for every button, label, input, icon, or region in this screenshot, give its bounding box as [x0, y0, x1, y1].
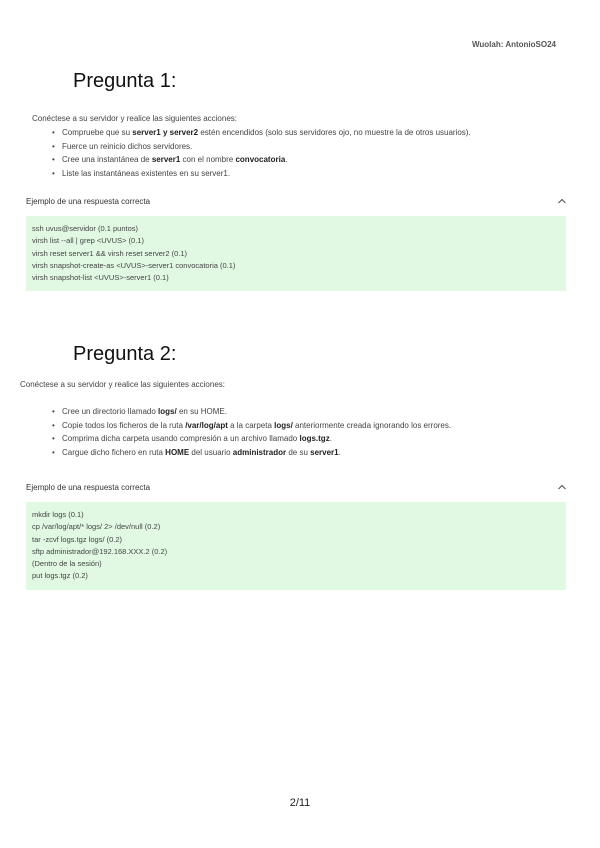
- question-2-answer-box: [26, 502, 566, 590]
- question-1-action-list: [48, 126, 471, 180]
- action-item-text: Copie todos los ficheros de la ruta: [62, 420, 186, 430]
- action-item-text: .: [338, 447, 341, 457]
- answer-line: tar -zcvf logs.tgz logs/ (0.2): [32, 534, 123, 544]
- action-item-text: del usuario: [189, 447, 233, 457]
- action-item-text: Liste las instantáneas existentes en su server1.: [62, 168, 231, 178]
- question-2-intro: Conéctese a su servidor y realice las siguientes acciones:: [20, 380, 225, 389]
- answer-line: virsh snapshot-create-as <UVUS>-server1 convocatoria (0.1): [32, 260, 236, 270]
- answer-line: ssh uvus@servidor (0.1 puntos): [32, 224, 138, 233]
- answer-line: put logs.tgz (0.2): [32, 571, 88, 581]
- action-item-text: con el nombre: [180, 155, 236, 164]
- action-item-text: Fuerce un reinicio dichos servidores.: [62, 141, 193, 151]
- question-1-title: Pregunta 1:: [73, 70, 177, 92]
- action-item: [58, 167, 471, 181]
- page-number: 2/11: [289, 797, 311, 809]
- action-item-text: en su HOME.: [176, 407, 227, 416]
- action-item-text: a la carpeta: [227, 420, 275, 430]
- action-item: [58, 432, 451, 446]
- action-item-text: Cargue dicho fichero en ruta: [62, 447, 166, 457]
- question-1-answer-box: [26, 216, 566, 291]
- answer-line: virsh snapshot-list <UVUS>-server1 (0.1): [32, 273, 169, 283]
- chevron-up-icon[interactable]: [556, 481, 568, 493]
- action-item-text: estén encendidos (solo sus servidores ojo, no muestre la de otros usuarios).: [198, 128, 471, 137]
- action-item-emphasis: logs/: [274, 420, 293, 430]
- action-item-emphasis: convocatoria: [235, 155, 286, 164]
- action-item-text: Cree una instantánea de: [62, 155, 152, 164]
- action-item-emphasis: HOME: [165, 447, 190, 457]
- action-item-emphasis: logs.tgz: [299, 434, 330, 443]
- answer-header-label: Ejemplo de una respuesta correcta: [26, 483, 151, 492]
- question-2-title: Pregunta 2:: [73, 343, 177, 365]
- action-item: [58, 153, 471, 167]
- action-item: [58, 405, 451, 419]
- question-2-answer-header[interactable]: [26, 481, 568, 495]
- action-item: [58, 419, 451, 433]
- answer-line: sftp administrador@192.168.XXX.2 (0.2): [32, 546, 168, 556]
- answer-line: virsh list --all | grep <UVUS> (0.1): [32, 236, 144, 246]
- action-item-text: .: [285, 155, 288, 164]
- chevron-up-icon[interactable]: [556, 195, 568, 207]
- action-item: [58, 126, 471, 140]
- question-1-intro: Conéctese a su servidor y realice las siguientes acciones:: [32, 114, 237, 123]
- action-item: [58, 446, 451, 460]
- answer-line: mkdir logs (0.1): [32, 510, 84, 519]
- action-item-text: de su: [286, 447, 311, 457]
- question-1-answer-header[interactable]: [26, 195, 568, 209]
- action-item-emphasis: logs/: [158, 407, 177, 416]
- action-item: [58, 140, 471, 154]
- answer-line: cp /var/log/apt/* logs/ 2> /dev/null (0.2): [32, 522, 161, 532]
- answer-header-label: Ejemplo de una respuesta correcta: [26, 197, 151, 206]
- answer-line: virsh reset server1 && virsh reset server2 (0.1): [32, 248, 188, 258]
- action-item-emphasis: server1: [310, 447, 339, 457]
- action-item-emphasis: server1: [151, 155, 181, 164]
- action-item-text: .: [329, 434, 332, 443]
- action-item-text: Compruebe que su: [62, 128, 133, 137]
- action-item-text: anteriormente creada ignorando los errores.: [292, 420, 452, 430]
- action-item-text: Cree un directorio llamado: [62, 407, 159, 416]
- question-2-action-list: [48, 405, 451, 459]
- action-item-emphasis: administrador: [232, 447, 287, 457]
- watermark: Wuolah: AntonioSO24: [472, 40, 556, 49]
- action-item-emphasis: server1 y server2: [132, 128, 199, 137]
- answer-line: (Dentro de la sesión): [32, 559, 102, 569]
- action-item-emphasis: /var/log/apt: [185, 420, 228, 430]
- action-item-text: Comprima dicha carpeta usando compresión a un archivo llamado: [62, 434, 300, 443]
